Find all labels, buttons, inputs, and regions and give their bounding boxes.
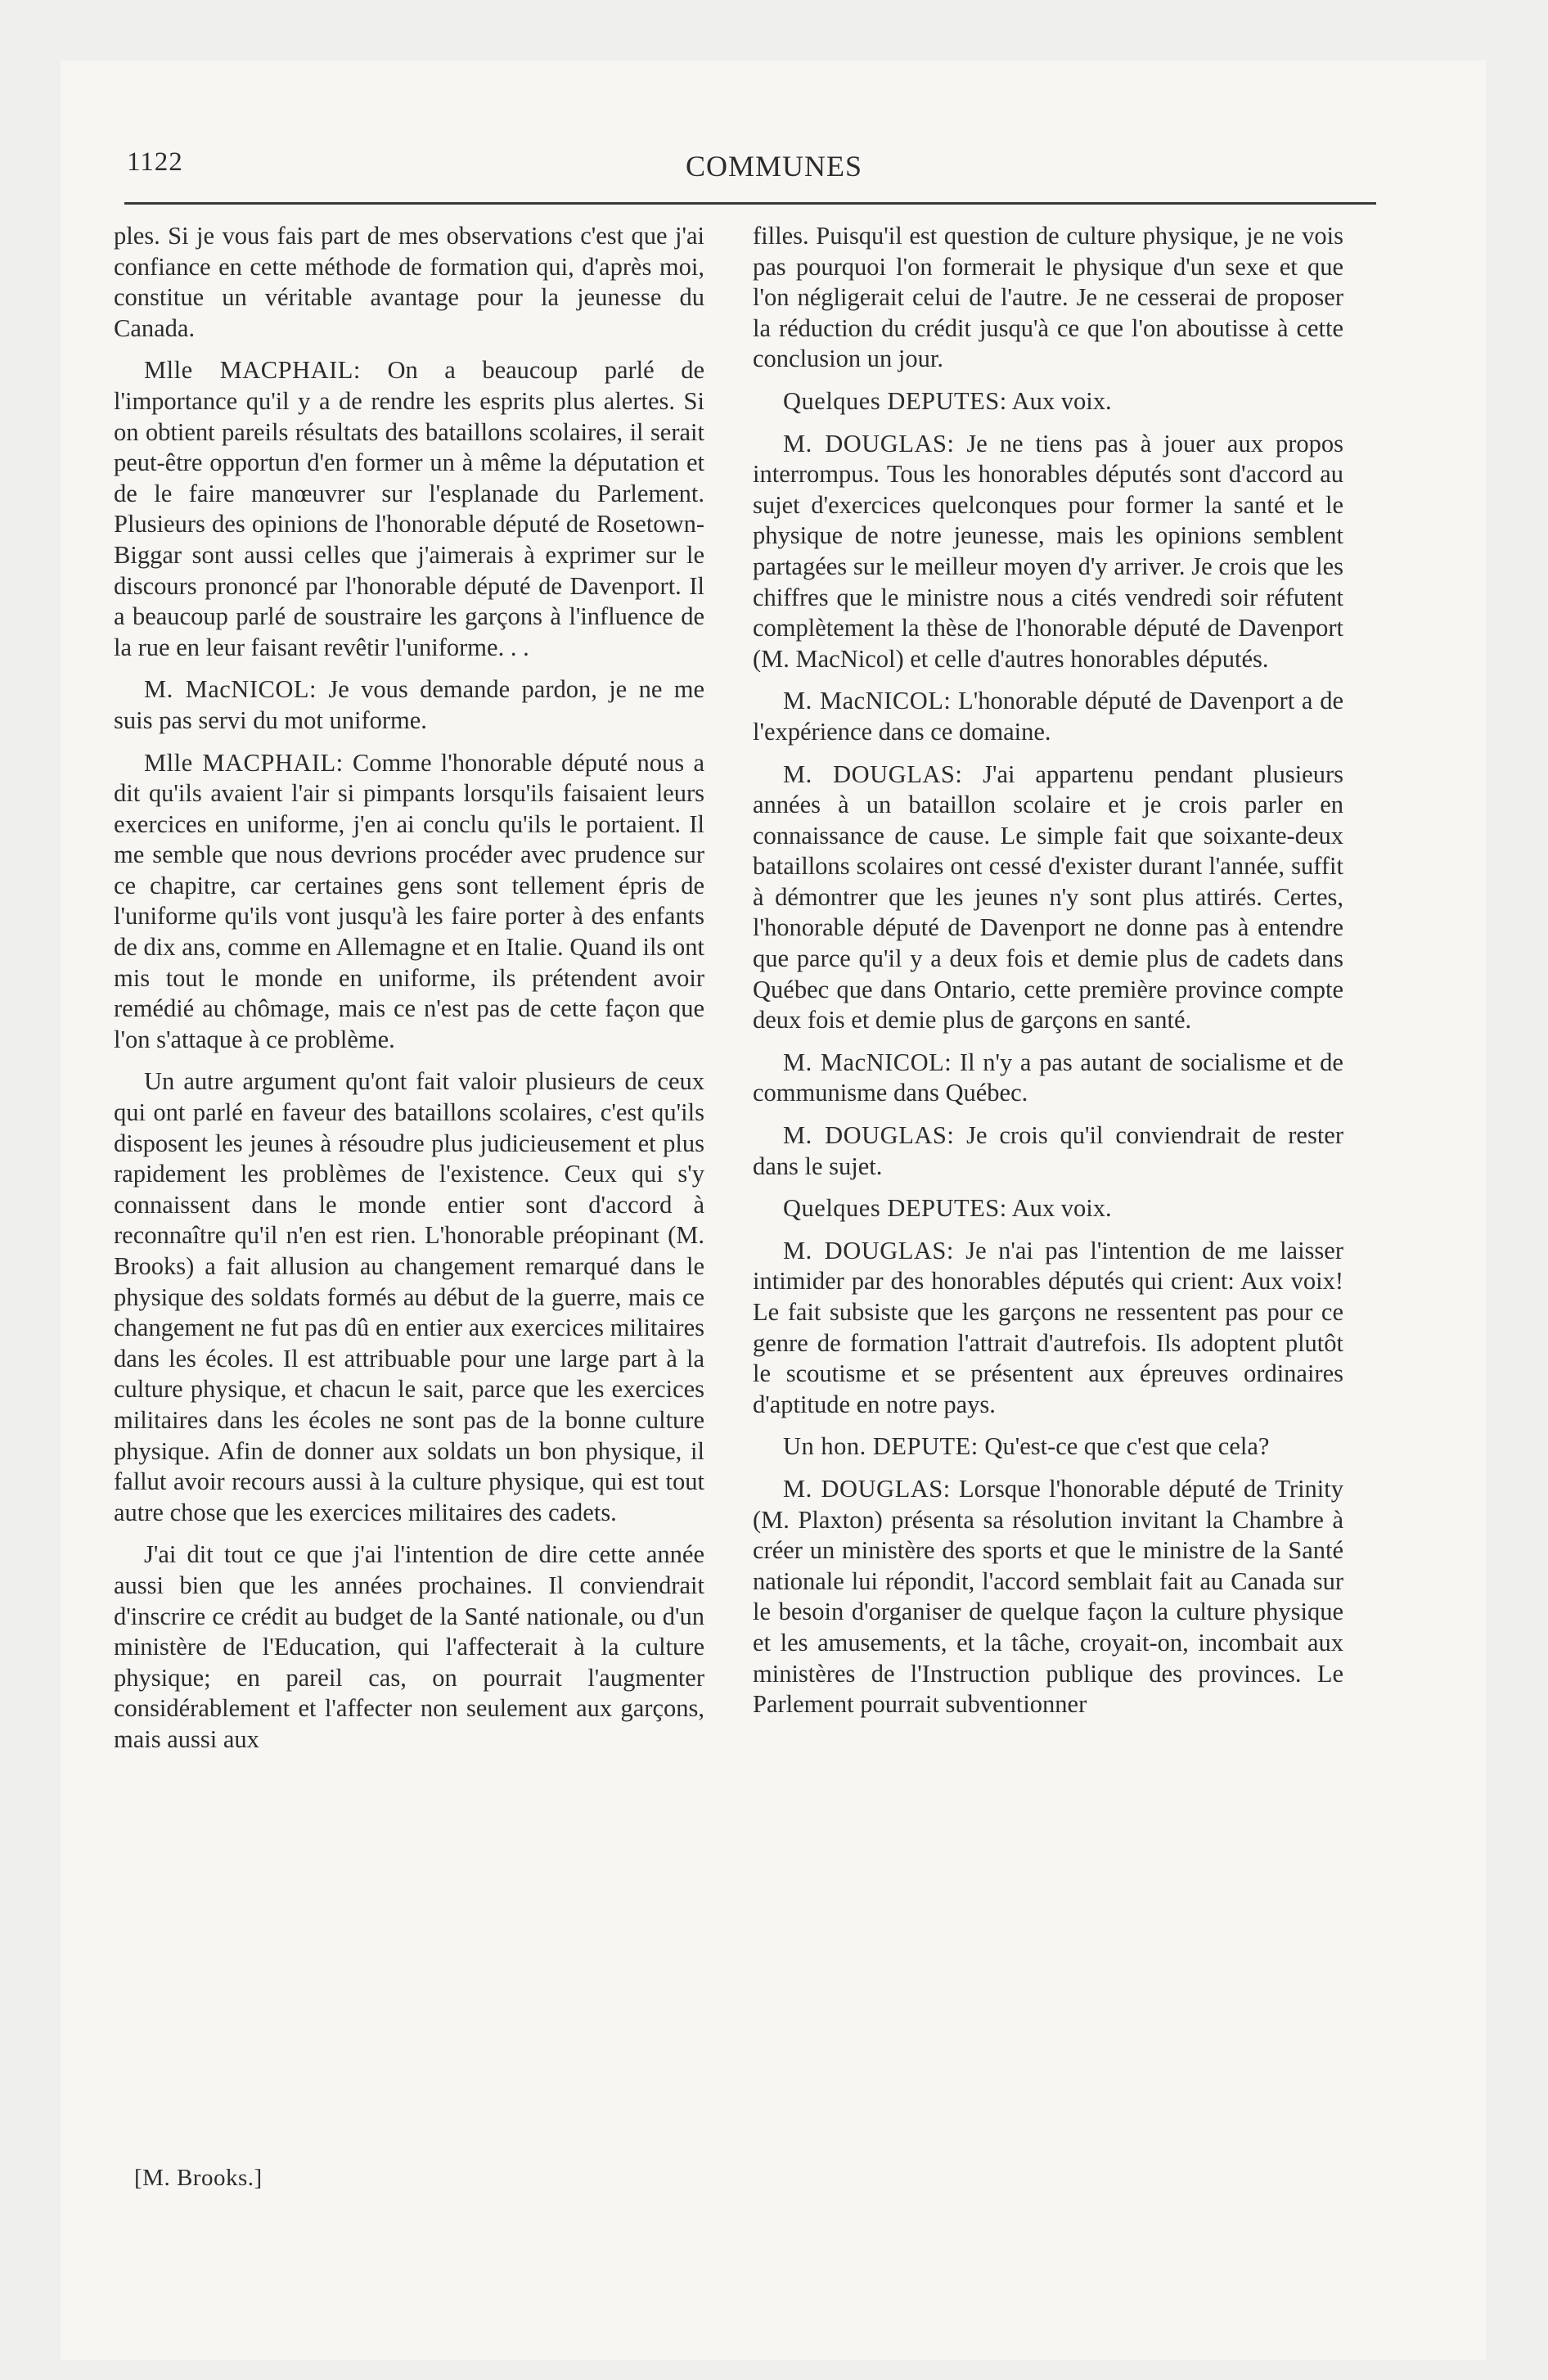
paragraph [114,1066,704,1528]
paragraph-text: ples. Si je vous fais part de mes observations c'est que j'ai confiance en cette méthode de formation qui, d'après moi, constitue un véritable avantage pour la jeunesse du Canada. [114,222,704,342]
speaker-name: M. DOUGLAS: [783,1474,951,1503]
paragraph [114,355,704,663]
paragraph [753,1431,1343,1463]
speaker-name: Quelques DEPUTES: [783,386,1007,415]
speaker-name: Quelques DEPUTES: [783,1194,1007,1223]
header-rule [124,202,1376,205]
paragraph-text: L'honorable député de Davenport a de l'expérience dans ce domaine. [753,687,1343,746]
paragraph-text: Aux voix. [1006,386,1112,415]
paragraph-text: Lorsque l'honorable député de Trinity (M. Plaxton) présenta sa résolution invitant la Chambre à créer un ministère des sports et que le ministre de la Santé nationale lui répondit, l'accord semblait fait au Canada sur le besoin d'organiser de quelque façon la culture physique et les amusements, et la tâche, croyait-on, incombait aux ministères de l'Instruction publique des provinces. Le Parlement pourrait subventionner [753,1474,1343,1719]
speaker-name: Mlle MACPHAIL: [144,748,344,777]
paragraph-text: Je vous demande pardon, je ne me suis pas servi du mot uniforme. [114,675,704,734]
paragraph-text: Je ne tiens pas à jouer aux propos interrompus. Tous les honorables députés sont d'accord au sujet d'exercices quelconques pour former la santé et le physique de notre jeunesse, mais les opinions semblent partagées sur le meilleur moyen d'y arriver. Je crois que les chiffres que le ministre nous a cités vendredi soir réfutent complètement la thèse de l'honorable député de Davenport (M. MacNicol) et celle d'autres honorables députés. [753,429,1343,673]
paragraph [753,386,1343,417]
paragraph [753,429,1343,675]
paragraph-text: Je crois qu'il conviendrait de rester dans le sujet. [753,1121,1343,1180]
speaker-reference: [M. Brooks.] [134,2165,263,2191]
speaker-name: M. MacNICOL: [783,1048,952,1076]
paragraph-text: Un autre argument qu'ont fait valoir plusieurs de ceux qui ont parlé en faveur des bataillons scolaires, c'est qu'ils disposent les jeunes à résoudre plus judicieusement et plus rapidement les problèmes de l'existence. Ceux qui s'y connaissent dans le monde entier sont d'accord à reconnaître qu'il n'en est rien. L'honorable préopinant (M. Brooks) a fait allusion au changement remarqué dans le physique des soldats formés au début de la guerre, mais ce changement ne fut pas dû en entier aux exercices militaires dans les écoles. Il est attribuable pour une large part à la culture physique, et chacun le sait, parce que les exercices militaires dans les écoles ne sont pas de la bonne culture physique. Afin de donner aux soldats un bon physique, il fallut avoir recours aussi à la culture physique, qui est tout autre chose que les exercices militaires des cadets. [114,1067,704,1526]
paragraph-text: Comme l'honorable député nous a dit qu'ils avaient l'air si pimpants lorsqu'ils faisaient leurs exercices en uniforme, j'en ai conclu qu'ils le portaient. Il me semble que nous devrions procéder avec prudence sur ce chapitre, car certaines gens sont tellement épris de l'uniforme qu'ils vont jusqu'à les faire porter à des enfants de dix ans, comme en Allemagne et en Italie. Quand ils ont mis tout le monde en uniforme, ils prétendent avoir remédié au chômage, mais ce n'est pas de cette façon que l'on s'attaque à ce problème. [114,748,704,1053]
page-number: 1122 [127,147,183,177]
speaker-name: M. DOUGLAS: [783,760,963,788]
paragraph [753,221,1343,375]
paragraph [753,1474,1343,1720]
speaker-name: Mlle MACPHAIL: [144,356,361,385]
speaker-name: M. DOUGLAS: [783,1121,955,1150]
speaker-name: Un hon. DEPUTE: [783,1432,979,1461]
paragraph [753,1120,1343,1182]
paragraph [753,1048,1343,1109]
speaker-name: M. DOUGLAS: [783,1236,954,1264]
paragraph [753,1193,1343,1224]
paragraph [114,748,704,1056]
paragraph-text: Qu'est-ce que c'est que cela? [978,1432,1270,1461]
paragraph [114,1539,704,1755]
speaker-name: M. DOUGLAS: [783,429,955,458]
paragraph [753,1236,1343,1421]
paragraph [114,221,704,344]
running-head: COMMUNES [685,150,863,183]
paragraph-text: J'ai dit tout ce que j'ai l'intention de dire cette année aussi bien que les années prochaines. Il conviendrait d'inscrire ce crédit au budget de la Santé nationale, ou d'un ministère de l'Education, qui l'affecterait à la culture physique; en pareil cas, on pourrait l'augmenter considérablement et l'affecter non seulement aux garçons, mais aussi aux [114,1540,704,1753]
paragraph-text: filles. Puisqu'il est question de culture physique, je ne vois pas pourquoi l'on formerait le physique d'un sexe et que l'on négligerait celui de l'autre. Je ne cesserai de proposer la réduction du crédit jusqu'à ce que l'on aboutisse à cette conclusion un jour. [753,222,1343,373]
paragraph-text: Aux voix. [1006,1194,1112,1223]
paragraph [753,686,1343,747]
left-column [114,221,704,1767]
speaker-name: M. MacNICOL: [783,687,952,715]
paragraph-text: Je n'ai pas l'intention de me laisser intimider par des honorables députés qui crient: Aux voix! Le fait subsiste que les garçons ne ressentent pas pour ce genre de formation l'attrait d'autrefois. Ils adoptent plutôt le scoutisme et se présentent aux épreuves ordinaires d'aptitude en notre pays. [753,1236,1343,1418]
paragraph-text: J'ai appartenu pendant plusieurs années à un bataillon scolaire et je crois parler en connaissance de cause. Le simple fait que soixante-deux bataillons scolaires ont cessé d'exister durant l'année, suffit à démontrer que les jeunes n'y sont plus attirés. Certes, l'honorable député de Davenport ne donne pas à entendre que parce qu'il y a deux fois et demie plus de cadets dans Québec que dans Ontario, cette première province compte deux fois et demie plus de garçons en santé. [753,760,1343,1034]
paragraph [114,674,704,736]
speaker-name: M. MacNICOL: [144,675,317,704]
right-column [753,221,1343,1732]
paragraph-text: Il n'y a pas autant de socialisme et de communisme dans Québec. [753,1048,1343,1107]
paragraph [753,760,1343,1036]
paragraph-text: On a beaucoup parlé de l'importance qu'il y a de rendre les esprits plus alertes. Si on obtient pareils résultats des bataillons scolaires, il serait peut-être opportun d'en former un à même la députation et de le faire manœuvrer sur l'esplanade du Parlement. Plusieurs des opinions de l'honorable député de Rosetown-Biggar sont aussi celles que j'aimerais à exprimer sur le discours prononcé par l'honorable député de Davenport. Il a beaucoup parlé de soustraire les garçons à l'influence de la rue en leur faisant revêtir l'uniforme. . . [114,356,704,661]
